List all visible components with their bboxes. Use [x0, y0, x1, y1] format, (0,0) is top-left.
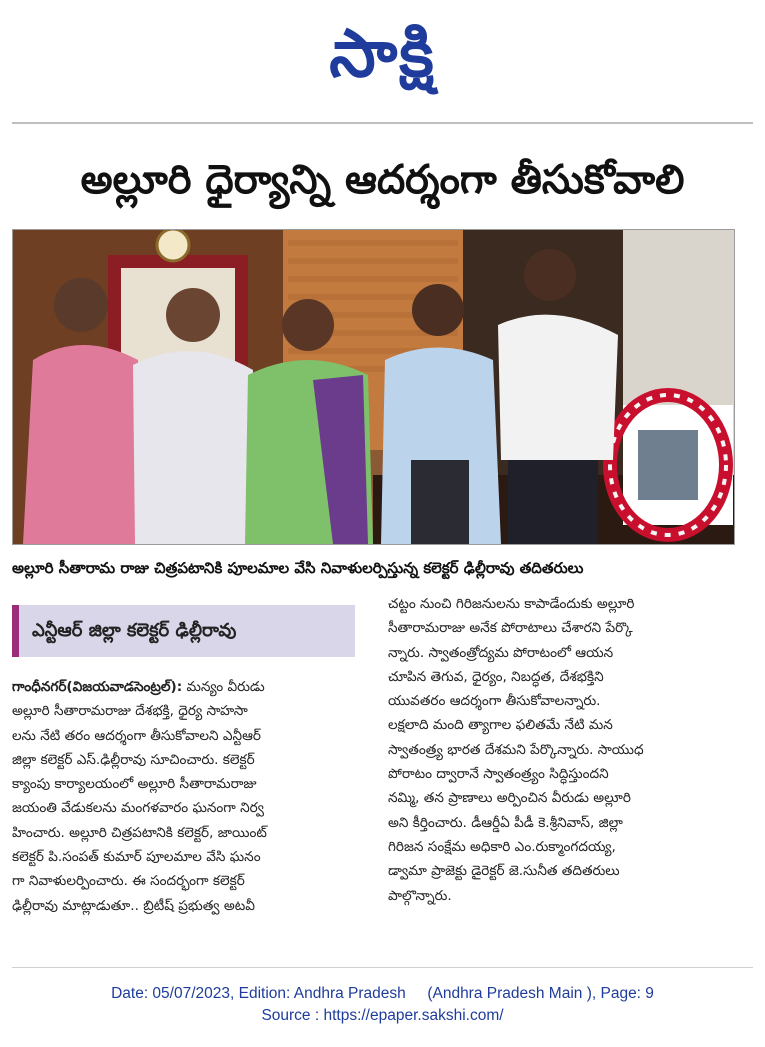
article-line: సీతారామరాజు అనేక పోరాటాలు చేశారని పేర్కొ: [388, 620, 633, 637]
footer-source-link[interactable]: Source : https://epaper.sakshi.com/: [261, 1007, 504, 1024]
article-line: చూపిన తెగువ, ధైర్యం, నిబద్ధత, దేశభక్తిని: [388, 668, 604, 685]
article-line: చట్టం నుంచి గిరిజనులను కాపాడేందుకు అల్లూరి: [388, 596, 635, 612]
article-column-right: [388, 592, 740, 908]
article-line: క్యాంపు కార్యాలయంలో అల్లూరి సీతారామరాజు: [12, 776, 257, 793]
article-line: అల్లూరి సీతారామరాజు దేశభక్తి, ధైర్య సాహసా: [12, 703, 248, 720]
article-line: పోరాటం ద్వారానే స్వాతంత్ర్యం సిద్ధిస్తుందని: [388, 766, 609, 783]
article-line: స్వాతంత్ర్య భారత దేశమని పేర్కొన్నారు. సాయుధ: [388, 741, 644, 758]
masthead-divider: [12, 122, 753, 124]
article-line: జిల్లా కలెక్టర్ ఎస్.ఢిల్లీరావు సూచించారు. కలెక్టర్: [12, 751, 255, 768]
article-line: డ్వామా ప్రాజెక్టు డైరెక్టర్ జె.సునీత తదితరులు: [388, 863, 620, 880]
article-line: లను నేటి తరం ఆదర్శంగా తీసుకోవాలని ఎన్టీఆర్: [12, 727, 261, 744]
article-line: న్నారు. స్వాతంత్రోద్యమ పోరాటంలో ఆయన: [388, 644, 614, 661]
news-photo-illustration: [13, 230, 734, 544]
article-column-left: [12, 675, 362, 918]
masthead: [0, 0, 765, 115]
article-line-text: మన్యం వీరుడు: [186, 679, 265, 695]
photo-caption: అల్లూరి సీతారామ రాజు చిత్రపటానికి పూలమాల వేసి నివాళులర్పిస్తున్న కలెక్టర్ ఢిల్లీరావు తదితరులు: [12, 559, 584, 577]
footer-divider: [12, 967, 753, 968]
article-line: నమ్మి, తన ప్రాణాలు అర్పించిన వీరుడు అల్లూరి: [388, 790, 631, 807]
news-photo: [12, 229, 735, 545]
article-line: లక్షలాది మంది త్యాగాల ఫలితమే నేటి మన: [388, 717, 613, 734]
article-line: [12, 675, 362, 699]
article-line: హించారు. అల్లూరి చిత్రపటానికి కలెక్టర్, జాయింట్: [12, 824, 267, 841]
footer-date-edition: Date: 05/07/2023, Edition: Andhra Pradesh (Andhra Pradesh Main ), Page: 9: [111, 985, 654, 1002]
article-dateline: గాంధీనగర్(విజయవాడసెంట్రల్):: [12, 679, 183, 695]
sakshi-logo: సాక్షి: [329, 15, 436, 92]
article-line: కలెక్టర్ పి.సంపత్ కుమార్ పూలమాల వేసి ఘనం: [12, 849, 261, 866]
article-line: జయంతి వేడుకలను మంగళవారం ఘనంగా నిర్వ: [12, 800, 264, 817]
subheading-text: ఎన్టీఆర్ జిల్లా కలెక్టర్ ఢిల్లీరావు: [32, 620, 237, 641]
subheading-accent-bar: [12, 605, 19, 657]
article-headline: అల్లూరి ధైర్యాన్ని ఆదర్శంగా తీసుకోవాలి: [80, 157, 685, 203]
article-line: అని కీర్తించారు. డీఆర్డీఏ పీడీ కె.శ్రీనివాస్, జిల్లా: [388, 814, 623, 831]
article-line: గిరిజన సంక్షేమ అధికారి ఎం.రుక్మాంగదయ్య,: [388, 838, 616, 855]
article-line: పాల్గొన్నారు.: [388, 887, 452, 904]
epaper-footer: [0, 983, 765, 1027]
article-line: యువతరం ఆదర్శంగా తీసుకోవాలన్నారు.: [388, 693, 601, 710]
article-line: గా నివాళులర్పించారు. ఈ సందర్భంగా కలెక్టర్: [12, 873, 245, 890]
subheading-box: [12, 605, 355, 657]
article-line: ఢిల్లీరావు మాట్లాడుతూ.. బ్రిటీష్ ప్రభుత్వ అటవీ: [12, 897, 255, 914]
